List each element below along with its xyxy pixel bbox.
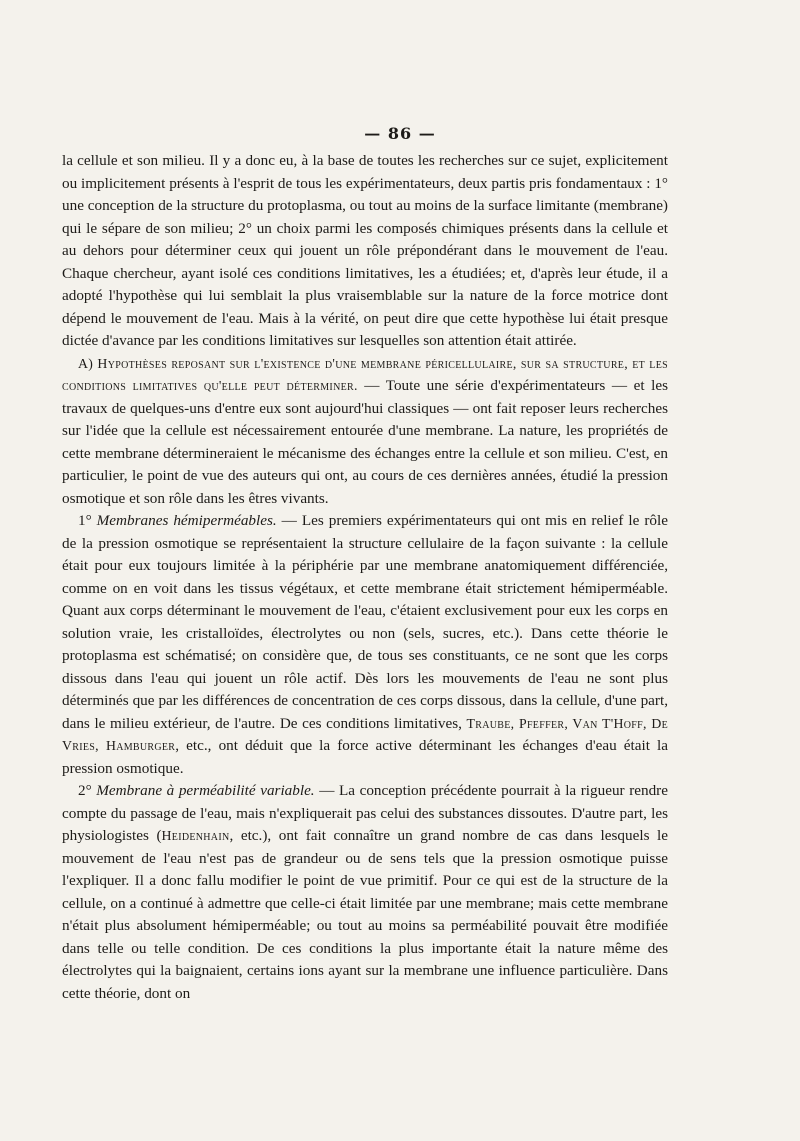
body-text	[62, 150, 668, 1005]
paragraph-3	[62, 510, 668, 780]
author-name-heidenhain: Heidenhain	[161, 828, 230, 843]
paragraph-3-body-a: — Les premiers expérimentateurs qui ont mis en relief le rôle de la pression osmotique se représentaient la structure cellulaire de la façon suivante : la cellule était pour eux toujours limitée à la périphérie par une membrane anatomiquement différenciée, comme on en voit dans les tissus végétaux, et cette membrane était strictement hémiperméable. Quant aux corps déterminant le mouvement de l'eau, c'étaient exclusivement pour eux les corps en solution vraie, les cristalloïdes, électrolytes ou non (sels, sucres, etc.). Dans cette théorie le protoplasma est schématisé; on considère que, de tous ses constituants, ce ne sont que les corps dissous dans l'eau qui jouent un rôle actif. Dès lors les mouvements de l'eau ne sont plus déterminés que par les différences de concentration de ces corps dissous, dans la cellule, d'une part, dans le milieu extérieur, de l'autre. De ces conditions limitatives,	[62, 512, 668, 732]
subsection-title-1: Membranes hémiperméables.	[96, 512, 277, 529]
author-names: Traube, Pfeffer, Van T'Hoff, De Vries, Hamburger	[62, 715, 668, 753]
subsection-title-2: Membrane à perméabilité variable.	[96, 782, 315, 799]
paragraph-2-body: — Toute une série d'expérimentateurs — et les travaux de quelques-uns d'entre eux sont aujourd'hui classiques — ont fait reposer leurs recherches sur l'idée que la cellule est nécessairement entourée d'une membrane. La nature, les propriétés de cette membrane détermineraient le mécanisme des échanges entre la cellule et son milieu. C'est, en particulier, le point de vue des auteurs qui ont, au cours de ces dernières années, étudié la pression osmotique et son rôle dans les êtres vivants.	[62, 377, 668, 507]
subsection-number-2: 2°	[78, 782, 97, 799]
section-heading-a: A) Hypothèses reposant sur l'existence d'une membrane péricellulaire, sur sa structure, et les conditions limitatives qu'elle peut déterminer.	[62, 355, 668, 393]
paragraph-4	[62, 780, 668, 1005]
paragraph-3-body-b: , etc., ont déduit que la force active déterminant les échanges d'eau était la pression osmotique.	[62, 737, 668, 777]
paragraph-4-body-a: — La conception précédente pourrait à la rigueur rendre compte du passage de l'eau, mais n'expliquerait pas celui des substances dissoutes. D'autre part, les physiologistes (	[62, 782, 668, 844]
paragraph-4-body-b: , etc.), ont fait connaître un grand nombre de cas dans lesquels le mouvement de l'eau n'est pas de grandeur ou de sens tels que la pression osmotique puisse l'expliquer. Il a donc fallu modifier le point de vue primitif. Pour ce qui est de la structure de la cellule, on a continué à admettre que celle-ci était limitée par une membrane; mais cette membrane n'était plus absolument hémiperméable; ou tout au moins sa perméabilité pouvait être modifiée dans telle ou telle condition. De ces conditions la plus importante était la nature même des électrolytes qui la baignaient, certains ions ayant sur la membrane une influence particulière. Dans cette théorie, dont on	[62, 827, 668, 1002]
subsection-number-1: 1°	[78, 512, 97, 529]
page-number: — 86 —	[364, 124, 436, 143]
paragraph-2	[62, 353, 668, 511]
paragraph-1: la cellule et son milieu. Il y a donc eu, à la base de toutes les recherches sur ce sujet, explicitement ou implicitement présents à l'esprit de tous les expérimentateurs, deux partis pris fondamentaux : 1° une conception de la structure du protoplasma, ou tout au moins de la surface limitante (membrane) qui le sépare de son milieu; 2° un choix parmi les composés chimiques présents dans la cellule et au dehors pour déterminer ceux qui jouent un rôle prépondérant dans le mouvement de l'eau. Chaque chercheur, ayant isolé ces conditions limitatives, les a étudiées; et, d'après leur étude, il a adopté l'hypothèse qui lui semblait la plus vraisemblable sur la nature de la force motrice dont dépend le mouvement de l'eau. Mais à la vérité, on peut dire que cette hypothèse lui était presque dictée d'avance par les conditions limitatives sur lesquelles son attention était attirée.	[62, 152, 668, 349]
